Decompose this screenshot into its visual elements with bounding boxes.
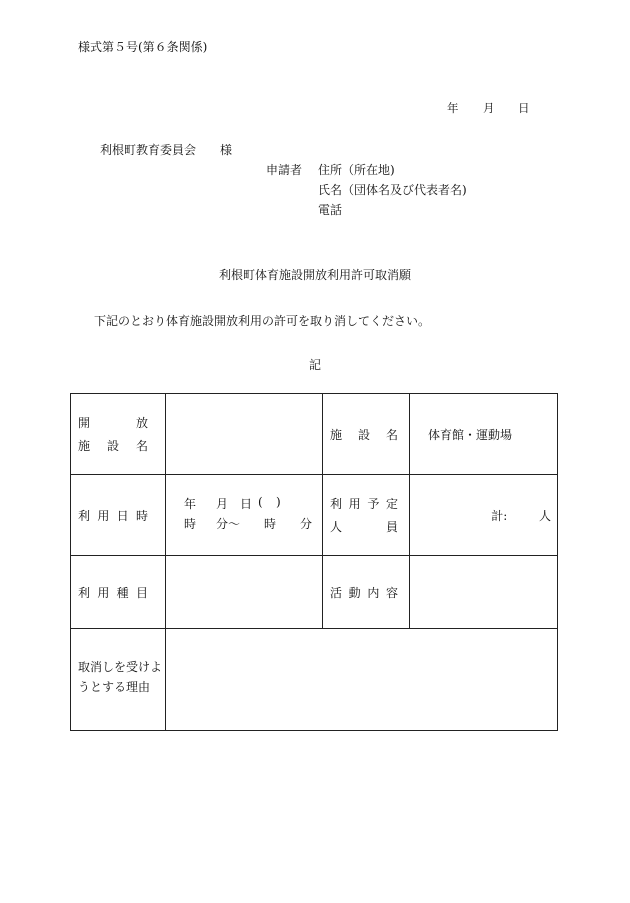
facility-name-label-cell bbox=[323, 394, 410, 475]
reason-row bbox=[71, 629, 558, 731]
person-unit-label: 人 bbox=[538, 508, 551, 523]
open-facility-label-char: 設 bbox=[106, 439, 119, 453]
usage-end-minute-label: 分 bbox=[300, 517, 313, 531]
total-label: 計: bbox=[491, 508, 508, 523]
address-label: 住所（所在地) bbox=[318, 163, 395, 177]
facility-name-label-char: 施 bbox=[330, 427, 343, 442]
usage-datetime-label-char: 利 bbox=[78, 508, 91, 523]
usage-datetime-label-char: 時 bbox=[135, 508, 148, 523]
usage-datetime-label-cell bbox=[71, 475, 166, 556]
usage-start-minute-label: 分〜 bbox=[216, 517, 241, 531]
date-day-label: 日 bbox=[518, 101, 530, 115]
usage-month-label: 月 bbox=[216, 497, 229, 511]
planned-users-label-char: 員 bbox=[385, 520, 398, 534]
addressee-name: 利根町教育委員会 bbox=[100, 143, 197, 157]
usage-weekday-open-paren: ( bbox=[258, 495, 263, 509]
planned-users-label-char: 定 bbox=[385, 497, 398, 511]
planned-users-value-cell[interactable] bbox=[410, 475, 558, 556]
activity-label-char: 動 bbox=[348, 585, 361, 600]
usage-type-label-char: 利 bbox=[78, 585, 91, 600]
facility-name-value[interactable]: 体育館・運動場 bbox=[410, 394, 558, 475]
usage-type-label-char: 用 bbox=[97, 585, 110, 600]
reason-label-line: うとする理由 bbox=[78, 680, 151, 694]
open-facility-label-char: 施 bbox=[78, 439, 91, 453]
addressee-honorific: 様 bbox=[220, 143, 233, 157]
facility-row bbox=[71, 394, 558, 475]
reason-label-line: 取消しを受けよ bbox=[78, 660, 163, 674]
open-facility-value-cell[interactable] bbox=[166, 394, 323, 475]
reason-label-cell bbox=[71, 629, 166, 731]
planned-users-label-char: 用 bbox=[348, 497, 361, 511]
usage-datetime-label-char: 用 bbox=[97, 508, 110, 523]
date-year-label: 年 bbox=[447, 101, 459, 115]
name-label: 氏名（団体名及び代表者名) bbox=[318, 183, 467, 197]
planned-users-label-char: 利 bbox=[330, 497, 343, 511]
document-title: 利根町体育施設開放利用許可取消願 bbox=[218, 268, 411, 282]
usage-type-row bbox=[71, 556, 558, 629]
activity-label-char: 活 bbox=[330, 585, 343, 600]
usage-type-value-cell[interactable] bbox=[166, 556, 323, 629]
open-facility-label-cell bbox=[71, 394, 166, 475]
applicant-label: 申請者 bbox=[266, 163, 303, 177]
facility-name-label-char: 設 bbox=[357, 427, 370, 442]
activity-value-cell[interactable] bbox=[410, 556, 558, 629]
usage-datetime-row bbox=[71, 475, 558, 556]
usage-end-hour-label: 時 bbox=[264, 517, 277, 531]
open-facility-label-char: 開 bbox=[78, 416, 91, 430]
usage-type-label-char: 目 bbox=[135, 585, 148, 600]
date-month-label: 月 bbox=[483, 101, 495, 115]
planned-users-label-char: 人 bbox=[330, 520, 343, 534]
activity-label-cell bbox=[323, 556, 410, 629]
form-number: 様式第５号(第６条関係) bbox=[78, 40, 208, 54]
activity-label-char: 容 bbox=[385, 585, 398, 600]
reason-value-cell[interactable] bbox=[166, 629, 558, 731]
planned-users-label-char: 予 bbox=[367, 497, 380, 511]
usage-datetime-value-cell[interactable] bbox=[166, 475, 323, 556]
application-form-table bbox=[70, 393, 558, 731]
document-body: 下記のとおり体育施設開放利用の許可を取り消してください。 bbox=[94, 314, 431, 328]
usage-day-label: 日 bbox=[240, 497, 253, 511]
usage-type-label-char: 種 bbox=[116, 585, 129, 600]
usage-type-label-cell bbox=[71, 556, 166, 629]
usage-start-hour-label: 時 bbox=[184, 517, 197, 531]
open-facility-label-char: 名 bbox=[135, 439, 148, 453]
usage-datetime-label-char: 日 bbox=[116, 508, 129, 523]
facility-name-label-char: 名 bbox=[385, 427, 398, 442]
open-facility-label-char: 放 bbox=[135, 416, 148, 430]
usage-year-label: 年 bbox=[184, 497, 197, 511]
planned-users-label-cell bbox=[323, 475, 410, 556]
phone-label: 電話 bbox=[318, 203, 343, 217]
ki-heading: 記 bbox=[308, 358, 321, 372]
usage-weekday-close-paren: ) bbox=[276, 495, 281, 509]
activity-label-char: 内 bbox=[367, 585, 380, 600]
